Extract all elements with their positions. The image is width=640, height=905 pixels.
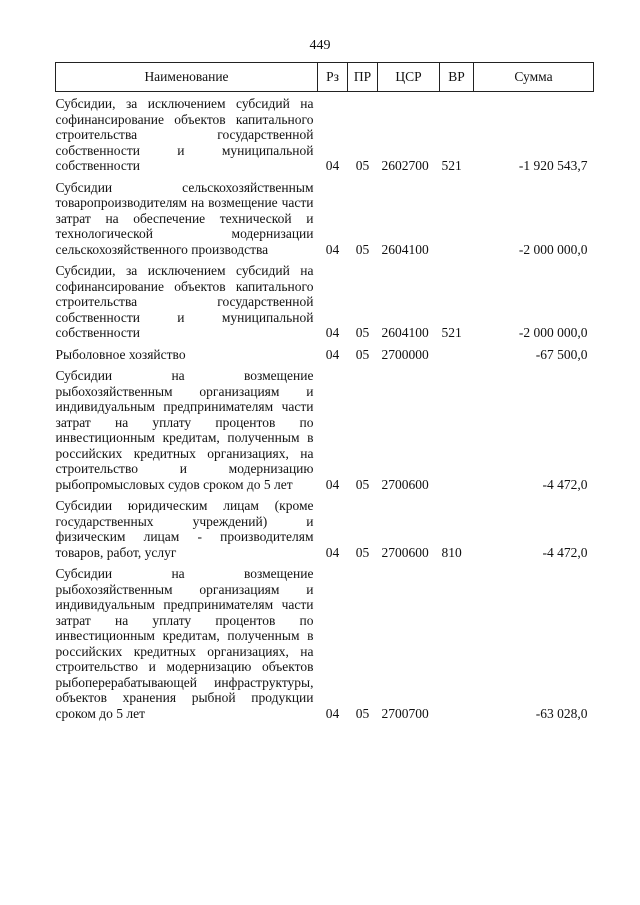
row-sum: -4 472,0 bbox=[542, 544, 588, 560]
row-vr: 521 bbox=[441, 158, 462, 173]
row-pr: 05 bbox=[355, 346, 370, 362]
row-name: Рыболовное хозяйство bbox=[55, 346, 186, 362]
table-row bbox=[56, 92, 594, 176]
table-row bbox=[56, 343, 594, 365]
row-csr: 2604100 bbox=[381, 325, 429, 340]
row-csr: 2700000 bbox=[381, 346, 429, 362]
row-vr bbox=[440, 176, 474, 260]
row-csr: 2604100 bbox=[381, 241, 429, 257]
row-sum: -2 000 000,0 bbox=[518, 241, 588, 257]
table-row bbox=[56, 364, 594, 494]
row-pr: 05 bbox=[355, 325, 370, 340]
header-name: Наименование bbox=[56, 63, 318, 92]
row-name: Субсидии на возмещение рыбохозяйственным организациям и индивидуальным предпринимателям части затрат на уплату процентов по инвестиционным кредитам, полученным в российских кредитных организациях, на строительство и модернизацию объектов рыбоперерабатывающей инфраструктуры, объектов хранения рыбной продукции сроком до 5 лет bbox=[55, 566, 314, 721]
row-name: Субсидии сельскохозяйственным товаропроизводителям на возмещение части затрат на обеспечение технической и технологической модернизации сельскохозяйственного производства bbox=[55, 179, 314, 257]
header-rz: Рз bbox=[318, 63, 348, 92]
row-vr bbox=[440, 343, 474, 365]
page-number: 449 bbox=[309, 38, 331, 53]
row-rz: 04 bbox=[325, 705, 340, 721]
row-vr: 521 bbox=[441, 325, 462, 340]
row-rz: 04 bbox=[325, 346, 340, 362]
row-pr: 05 bbox=[355, 705, 370, 721]
row-csr: 2602700 bbox=[381, 158, 429, 173]
row-csr: 2700600 bbox=[381, 544, 429, 560]
table-row bbox=[56, 494, 594, 562]
row-name: Субсидии, за исключением субсидий на софинансирование объектов капитального строительства государственной собственности и муниципальной собственности bbox=[55, 96, 314, 173]
row-csr: 2700600 bbox=[381, 476, 429, 492]
header-pr: ПР bbox=[348, 63, 378, 92]
table-row bbox=[56, 259, 594, 343]
row-rz: 04 bbox=[325, 544, 340, 560]
row-pr: 05 bbox=[355, 476, 370, 492]
row-pr: 05 bbox=[355, 158, 370, 173]
row-rz: 04 bbox=[325, 325, 340, 340]
row-rz: 04 bbox=[325, 476, 340, 492]
row-sum: -63 028,0 bbox=[535, 705, 588, 721]
row-name: Субсидии, за исключением субсидий на софинансирование объектов капитального строительства государственной собственности и муниципальной собственности bbox=[55, 263, 314, 340]
header-sum: Сумма bbox=[474, 63, 594, 92]
row-sum: -1 920 543,7 bbox=[518, 158, 588, 173]
header-row bbox=[56, 63, 594, 92]
row-pr: 05 bbox=[355, 241, 370, 257]
row-sum: -4 472,0 bbox=[542, 476, 588, 492]
row-vr bbox=[440, 364, 474, 494]
table-body bbox=[56, 92, 594, 724]
header-vr: ВР bbox=[440, 63, 474, 92]
row-rz: 04 bbox=[325, 241, 340, 257]
header-csr: ЦСР bbox=[378, 63, 440, 92]
row-rz: 04 bbox=[325, 158, 340, 173]
table-row bbox=[56, 562, 594, 723]
row-name: Субсидии на возмещение рыбохозяйственным организациям и индивидуальным предпринимателям части затрат на уплату процентов по инвестиционным кредитам, полученным в российских кредитных организациях, на строительство и модернизацию рыбопромысловых судов сроком до 5 лет bbox=[55, 368, 314, 492]
row-vr bbox=[440, 562, 474, 723]
table-header bbox=[56, 63, 594, 92]
row-sum: -67 500,0 bbox=[535, 346, 588, 362]
row-pr: 05 bbox=[355, 544, 370, 560]
table-row bbox=[56, 176, 594, 260]
row-sum: -2 000 000,0 bbox=[518, 325, 588, 340]
row-name: Субсидии юридическим лицам (кроме государственных учреждений) и физическим лицам - производителям товаров, работ, услуг bbox=[55, 498, 314, 560]
row-csr: 2700700 bbox=[381, 705, 429, 721]
row-vr: 810 bbox=[441, 544, 462, 560]
budget-table bbox=[55, 62, 594, 723]
